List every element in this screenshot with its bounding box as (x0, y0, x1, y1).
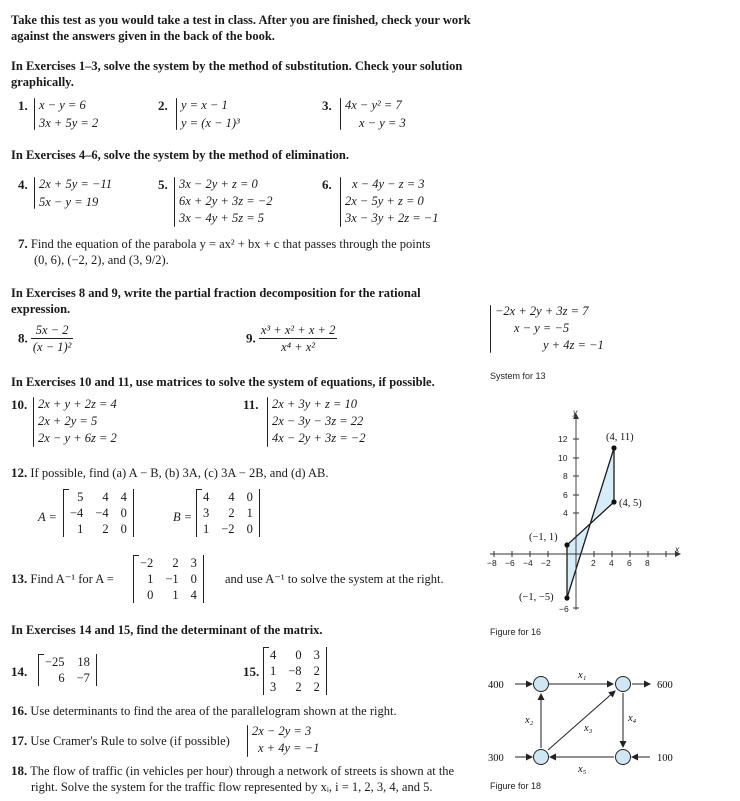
matrix-cell: 1 (172, 588, 179, 602)
exercise-5 (158, 176, 273, 225)
eq-line: 2x − 2y = 3 (252, 724, 312, 738)
exercise-13-pre (11, 571, 114, 587)
vertex-point (611, 499, 616, 504)
x-tick-label: 6 (627, 558, 632, 568)
exercise-number: 12. (11, 465, 28, 480)
matrix-cell: 5 (77, 490, 84, 504)
exercise-text: Use Cramer's Rule to solve (if possible) (30, 734, 230, 748)
matrix-row (134, 587, 203, 603)
matrix-A-label: A = (38, 510, 57, 524)
numerator: x³ + x² + x + 2 (260, 323, 336, 337)
x-axis-label: x (675, 544, 680, 554)
exercise-1 (18, 97, 99, 130)
parallelogram (567, 448, 614, 598)
exercise-number: 10. (11, 397, 28, 412)
vertex-point (611, 445, 616, 450)
matrix-cell: 0 (295, 648, 302, 662)
eq-line: 2x − y + 6z = 2 (38, 431, 117, 445)
eq-line: 5x − y = 19 (39, 195, 99, 209)
vertex-point (564, 595, 569, 600)
exercise-number: 4. (18, 177, 28, 192)
matrix-cell: 1 (203, 522, 210, 536)
node (534, 677, 549, 692)
matrix-cell: 0 (147, 588, 154, 602)
variable-label: x₃ (584, 723, 593, 734)
system-for-13 (490, 303, 730, 357)
x-tick-label: −4 (523, 558, 533, 568)
flow-label: 600 (657, 680, 673, 691)
figure-16-caption: Figure for 16 (490, 627, 542, 637)
matrix-cell: 4 (190, 588, 197, 602)
exercise-number: 5. (158, 177, 168, 192)
x-tick-label: −2 (541, 558, 551, 568)
matrix-cell: 2 (313, 664, 320, 678)
exercise-11 (243, 396, 366, 445)
matrix-cell: 2 (295, 680, 302, 694)
matrix-cell: 3 (190, 556, 197, 570)
x-tick-label: −6 (505, 558, 515, 568)
eq-line: 2x + y + 2z = 4 (38, 397, 117, 411)
x-tick-label: 2 (591, 558, 596, 568)
matrix-row (39, 670, 96, 686)
intro-text: Take this test as you would take a test in class. After you are finished, check your work against the answers given in the back of the book. (11, 13, 471, 43)
exercise-text: Use determinants to find the area of the parallelogram shown at the right. (30, 704, 397, 718)
matrix-cell: 4 (102, 490, 109, 504)
exercise-number: 7. (18, 236, 28, 251)
section-3-heading: In Exercises 8 and 9, write the partial fraction decomposition for the rational expression. (11, 286, 421, 316)
point-label: (−1, −5) (519, 592, 554, 603)
node (534, 750, 549, 765)
matrix-cell: 0 (120, 522, 127, 536)
exercise-number: 9. (246, 330, 256, 346)
matrix-cell: 3 (313, 648, 320, 662)
matrix-B-label: B = (173, 510, 193, 524)
eq-line: 3x − 4y + 5z = 5 (179, 211, 265, 225)
section-1-heading: In Exercises 1–3, solve the system by the method of substitution. Check your solution graphically. (11, 59, 463, 89)
point-label: (4, 11) (606, 432, 634, 443)
matrix-cell: 0 (190, 572, 197, 586)
eq-line: 2x + 2y = 5 (38, 414, 98, 428)
figure-18-caption: Figure for 18 (490, 781, 542, 791)
matrix-cell: 0 (246, 490, 253, 504)
exercise-text: Find the equation of the parabola y = ax² + bx + c that passes through the points (30, 237, 431, 251)
matrix-cell: 18 (77, 655, 90, 669)
matrix-row (134, 555, 203, 571)
eq-line: y = (x − 1)³ (181, 116, 240, 130)
flow-label: 100 (657, 753, 673, 764)
matrix-row (64, 489, 133, 505)
exercise-number: 13. (11, 571, 28, 586)
eq-line: 4x − y² = 7 (345, 98, 402, 112)
exercise-13-post: and use A⁻¹ to solve the system at the right. (225, 572, 444, 586)
variable-label: x₅ (578, 764, 587, 775)
point-label: (4, 5) (619, 498, 642, 509)
matrix-cell: −2 (221, 522, 235, 536)
exercise-10 (11, 396, 117, 445)
exercise-6 (322, 176, 439, 225)
matrix-row (134, 571, 203, 587)
exercise-3 (322, 97, 406, 130)
y-tick-label: 10 (558, 453, 568, 463)
exercise-number: 16. (11, 703, 28, 718)
node (616, 677, 631, 692)
matrix-cell: −7 (76, 671, 90, 685)
exercise-17-system (247, 723, 377, 759)
matrix-cell: 2 (102, 522, 109, 536)
section-5-heading: In Exercises 14 and 15, find the determinant of the matrix. (11, 623, 323, 637)
exercise-number: 8. (18, 330, 28, 346)
exercise-text: Find A⁻¹ for A = (30, 572, 114, 586)
matrix-cell: 4 (203, 490, 210, 504)
matrix-cell: 4 (228, 490, 235, 504)
figure-18-network (485, 660, 685, 780)
matrix-row (197, 505, 259, 521)
eq-line: 3x − 2y + z = 0 (179, 177, 258, 191)
edge-x3 (548, 691, 615, 750)
exercise-text: If possible, find (a) A − B, (b) 3A, (c) 3A − 2B, and (d) AB. (30, 466, 329, 480)
matrix-row (39, 654, 96, 670)
matrix-row (264, 647, 326, 663)
eq-line: 2x − 3y − 3z = 22 (272, 414, 364, 428)
x-tick-label: 8 (645, 558, 650, 568)
node (616, 750, 631, 765)
variable-label: x₁ (578, 670, 587, 681)
matrix-row (264, 679, 326, 695)
point-label: (−1, 1) (529, 532, 558, 543)
matrix-cell: 2 (228, 506, 235, 520)
exercise-text: right. Solve the system for the traffic flow represented by xᵢ, i = 1, 2, 3, 4, and 5. (31, 780, 433, 794)
matrix-cell: −25 (45, 655, 65, 669)
x-tick-label: 4 (609, 558, 614, 568)
matrix-B (196, 489, 260, 537)
y-tick-label: 12 (558, 434, 568, 444)
matrix-cell: −8 (288, 664, 302, 678)
matrix-cell: −2 (140, 556, 154, 570)
exercise-text: (0, 6), (−2, 2), and (3, 9/2). (34, 253, 169, 267)
matrix-cell: −4 (70, 506, 84, 520)
flow-label: 400 (488, 680, 504, 691)
matrix-row (64, 521, 133, 537)
exercise-7 (18, 236, 478, 268)
eq-line: 3x − 3y + 2z = −1 (345, 211, 439, 225)
matrix-row (197, 489, 259, 505)
figure-16-graph (485, 405, 685, 620)
exercise-14-number: 14. (11, 664, 28, 679)
matrix-cell: 4 (120, 490, 127, 504)
denominator: (x − 1)² (32, 340, 72, 354)
variable-label: x₂ (525, 715, 534, 726)
eq-line: y + 4z = −1 (543, 338, 604, 352)
y-axis-label: y (573, 407, 578, 417)
eq-line: 3x + 5y = 2 (39, 116, 99, 130)
exercise-number: 1. (18, 98, 28, 113)
section-2-heading: In Exercises 4–6, solve the system by the method of elimination. (11, 148, 349, 162)
eq-line: −2x + 2y + 3z = 7 (495, 304, 589, 318)
matrix-cell: 1 (246, 506, 253, 520)
y-tick-label: 4 (563, 508, 568, 518)
matrix-row (64, 505, 133, 521)
matrix-cell: 3 (270, 680, 277, 694)
eq-line: 2x + 3y + z = 10 (272, 397, 358, 411)
matrix-cell: 0 (246, 522, 253, 536)
matrix-cell: 1 (147, 572, 154, 586)
exercise-15-number: 15. (243, 664, 260, 679)
exercise-18 (11, 763, 481, 795)
exercise-number: 2. (158, 98, 168, 113)
eq-line: x − y = 3 (359, 116, 406, 130)
exercise-8 (18, 322, 73, 355)
section-4-heading: In Exercises 10 and 11, use matrices to solve the system of equations, if possible. (11, 375, 435, 389)
eq-line: 2x − 5y + z = 0 (345, 194, 424, 208)
numerator: 5x − 2 (31, 322, 74, 339)
y-tick-label: −6 (559, 604, 569, 614)
x-tick-label: −8 (487, 558, 497, 568)
exercise-number: 18. (11, 763, 28, 778)
eq-line: 4x − 2y + 3z = −2 (272, 431, 366, 445)
eq-line: 6x + 2y + 3z = −2 (179, 194, 273, 208)
variable-label: x₄ (628, 713, 637, 724)
exercise-number: 17. (11, 733, 28, 748)
system-caption: System for 13 (490, 371, 546, 381)
y-tick-label: 6 (563, 490, 568, 500)
vertex-point (564, 542, 569, 547)
y-tick-label: 8 (563, 471, 568, 481)
exercise-12 (11, 465, 328, 481)
exercise-17 (11, 733, 230, 749)
matrix-cell: 6 (58, 671, 65, 685)
eq-line: x − 4y − z = 3 (352, 177, 425, 191)
eq-line: x + 4y = −1 (258, 741, 320, 755)
matrix-cell: 4 (270, 648, 277, 662)
exercise-number: 6. (322, 177, 332, 192)
matrix-row (264, 663, 326, 679)
matrix-15 (263, 647, 327, 695)
matrix-row (197, 521, 259, 537)
matrix-cell: −4 (95, 506, 109, 520)
eq-line: x − y = 6 (39, 98, 86, 112)
exercise-16 (11, 703, 397, 719)
flow-label: 300 (488, 753, 504, 764)
matrix-cell: 2 (313, 680, 320, 694)
matrix-cell: 0 (120, 506, 127, 520)
exercise-2 (158, 97, 240, 130)
matrix-cell: 1 (270, 664, 277, 678)
eq-line: 2x + 5y = −11 (39, 177, 112, 191)
denominator: x⁴ + x² (281, 340, 316, 354)
eq-line: x − y = −5 (514, 321, 570, 335)
eq-line: y = x − 1 (181, 98, 228, 112)
exercise-text: The flow of traffic (in vehicles per hour) through a network of streets is shown at the (30, 764, 455, 778)
matrix-cell: 2 (172, 556, 179, 570)
matrix-14 (38, 654, 97, 686)
exercise-4 (18, 176, 112, 209)
matrix-A (63, 489, 134, 537)
matrix-cell: 1 (77, 522, 84, 536)
matrix-cell: −1 (165, 572, 179, 586)
matrix-cell: 3 (203, 506, 210, 520)
matrix-13 (133, 555, 204, 603)
exercise-number: 3. (322, 98, 332, 113)
exercise-9 (246, 322, 337, 355)
exercise-number: 11. (243, 397, 259, 412)
